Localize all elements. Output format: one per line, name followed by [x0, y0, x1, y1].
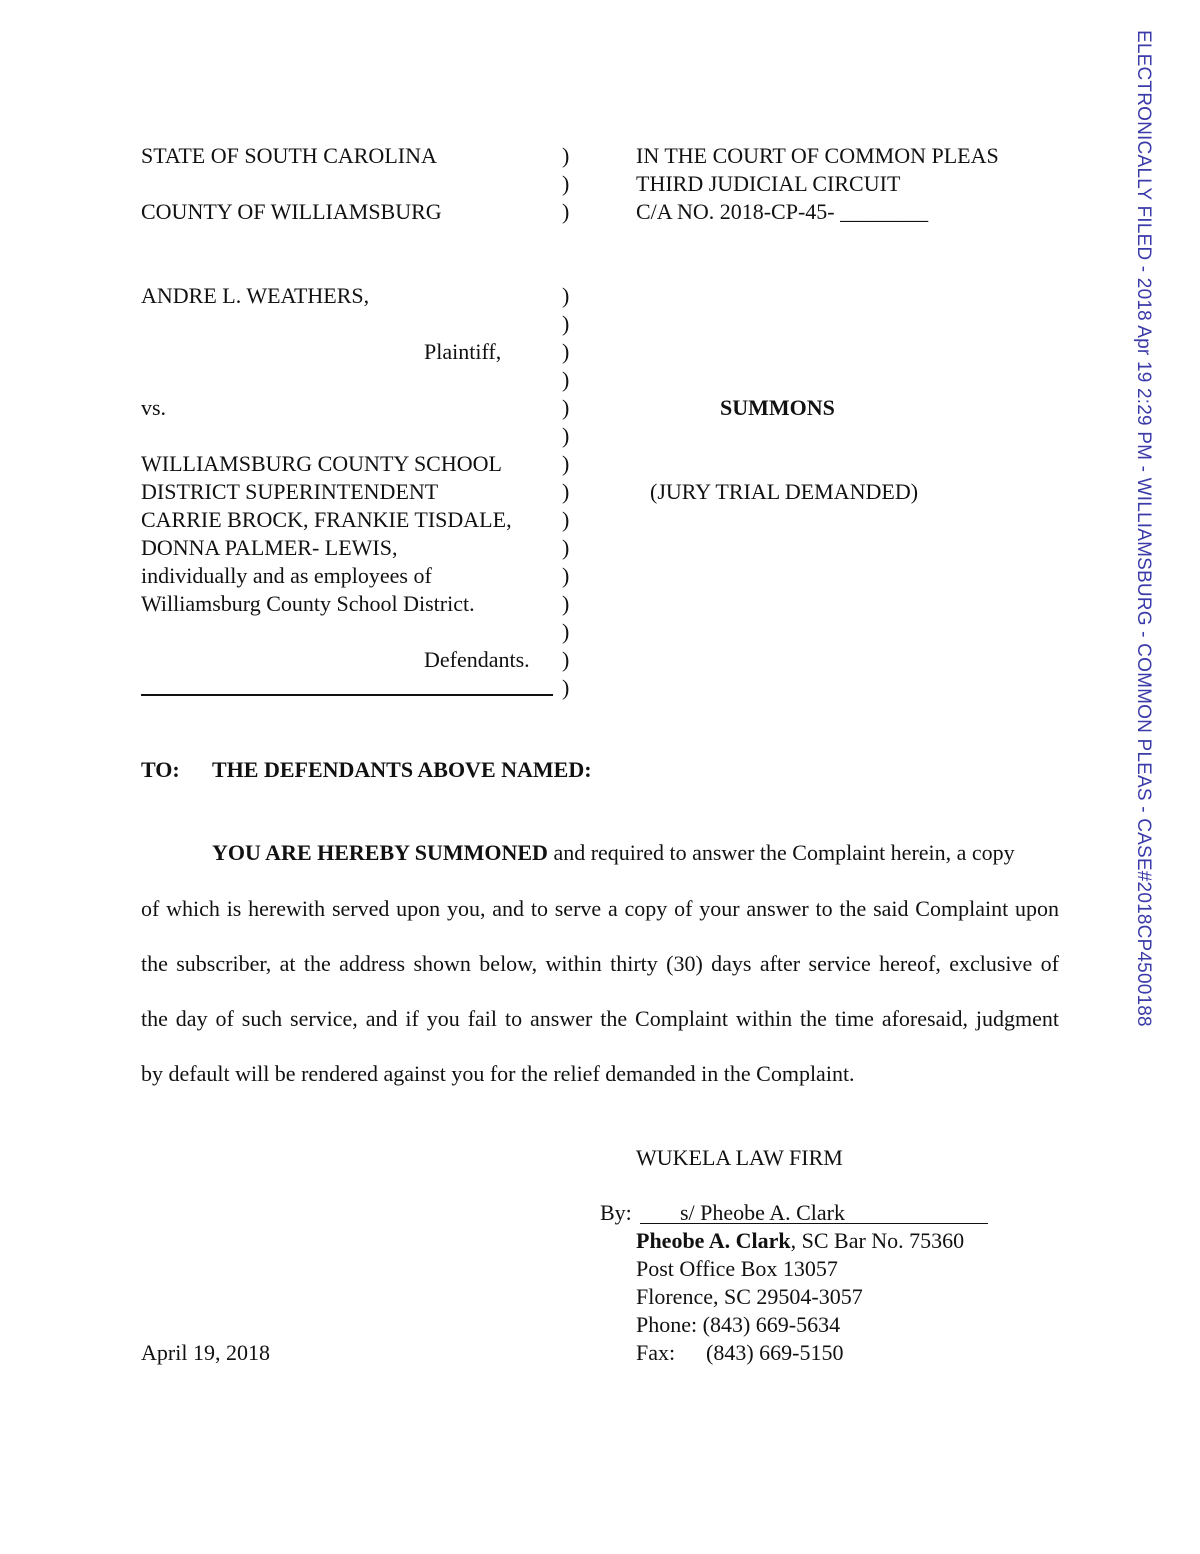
fax-label: Fax: [636, 1340, 676, 1365]
caption-paren: ) [562, 563, 570, 588]
electronic-signature: s/ Pheobe A. Clark [680, 1200, 845, 1225]
caption-paren: ) [562, 143, 570, 168]
defendant-line: CARRIE BROCK, FRANKIE TISDALE, [141, 507, 512, 532]
caption-paren: ) [562, 451, 570, 476]
to-value: THE DEFENDANTS ABOVE NAMED: [212, 757, 592, 782]
caption-paren: ) [562, 283, 570, 308]
caption-paren: ) [562, 535, 570, 560]
versus: vs. [141, 395, 167, 420]
plaintiff-label: Plaintiff, [424, 339, 502, 364]
phone-line: Phone: (843) 669-5634 [636, 1312, 841, 1337]
caption-paren: ) [562, 619, 570, 644]
caption-paren: ) [562, 395, 570, 420]
caption-paren: ) [562, 171, 570, 196]
defendant-line: WILLIAMSBURG COUNTY SCHOOL [141, 451, 502, 476]
state-heading: STATE OF SOUTH CAROLINA [141, 143, 437, 168]
caption-paren: ) [562, 675, 570, 700]
to-label: TO: [141, 757, 180, 782]
document-title: SUMMONS [720, 395, 835, 420]
defendant-line: DISTRICT SUPERINTENDENT [141, 479, 439, 504]
body-line: the day of such service, and if you fail to answer the Complaint within the time aforesaid, judgment [141, 1006, 1059, 1031]
jury-demand: (JURY TRIAL DEMANDED) [650, 479, 919, 504]
body-first-line [212, 839, 1015, 867]
defendant-line: DONNA PALMER- LEWIS, [141, 535, 398, 560]
document-date: April 19, 2018 [141, 1340, 270, 1365]
case-number: C/A NO. 2018-CP-45- ________ [636, 199, 929, 224]
electronic-filing-stamp: ELECTRONICALLY FILED - 2018 Apr 19 2:29 PM - WILLIAMSBURG - COMMON PLEAS - CASE#2018CP4500188 [1133, 30, 1154, 1027]
body-last-line: by default will be rendered against you for the relief demanded in the Complaint. [141, 1061, 855, 1086]
plaintiff-name: ANDRE L. WEATHERS, [141, 283, 370, 308]
address-line: Florence, SC 29504-3057 [636, 1284, 863, 1309]
bar-number: , SC Bar No. 75360 [790, 1228, 965, 1253]
summoned-emphasis: YOU ARE HEREBY SUMMONED [212, 840, 548, 865]
body-line: of which is herewith served upon you, and to serve a copy of your answer to the said Complaint upon [141, 896, 1059, 921]
law-firm-name: WUKELA LAW FIRM [636, 1145, 843, 1170]
caption-underline [141, 694, 553, 696]
caption-paren: ) [562, 367, 570, 392]
attorney-name: Pheobe A. Clark [636, 1228, 791, 1253]
body-lead-rest: and required to answer the Complaint herein, a copy [553, 840, 1015, 865]
caption-paren: ) [562, 199, 570, 224]
signature-line [640, 1223, 988, 1224]
caption-paren: ) [562, 507, 570, 532]
attorney-line [636, 1227, 964, 1255]
caption-paren: ) [562, 423, 570, 448]
defendant-line: individually and as employees of [141, 563, 432, 588]
defendants-label: Defendants. [424, 647, 530, 672]
defendant-line: Williamsburg County School District. [141, 591, 475, 616]
caption-paren: ) [562, 339, 570, 364]
county-heading: COUNTY OF WILLIAMSBURG [141, 199, 442, 224]
caption-paren: ) [562, 479, 570, 504]
address-line: Post Office Box 13057 [636, 1256, 838, 1281]
caption-paren: ) [562, 591, 570, 616]
circuit-name: THIRD JUDICIAL CIRCUIT [636, 171, 901, 196]
fax-value: (843) 669-5150 [706, 1340, 844, 1365]
caption-paren: ) [562, 647, 570, 672]
body-line: the subscriber, at the address shown below, within thirty (30) days after service hereof, exclusive of [141, 951, 1059, 976]
caption-paren: ) [562, 311, 570, 336]
court-name: IN THE COURT OF COMMON PLEAS [636, 143, 999, 168]
by-label: By: [600, 1200, 632, 1225]
